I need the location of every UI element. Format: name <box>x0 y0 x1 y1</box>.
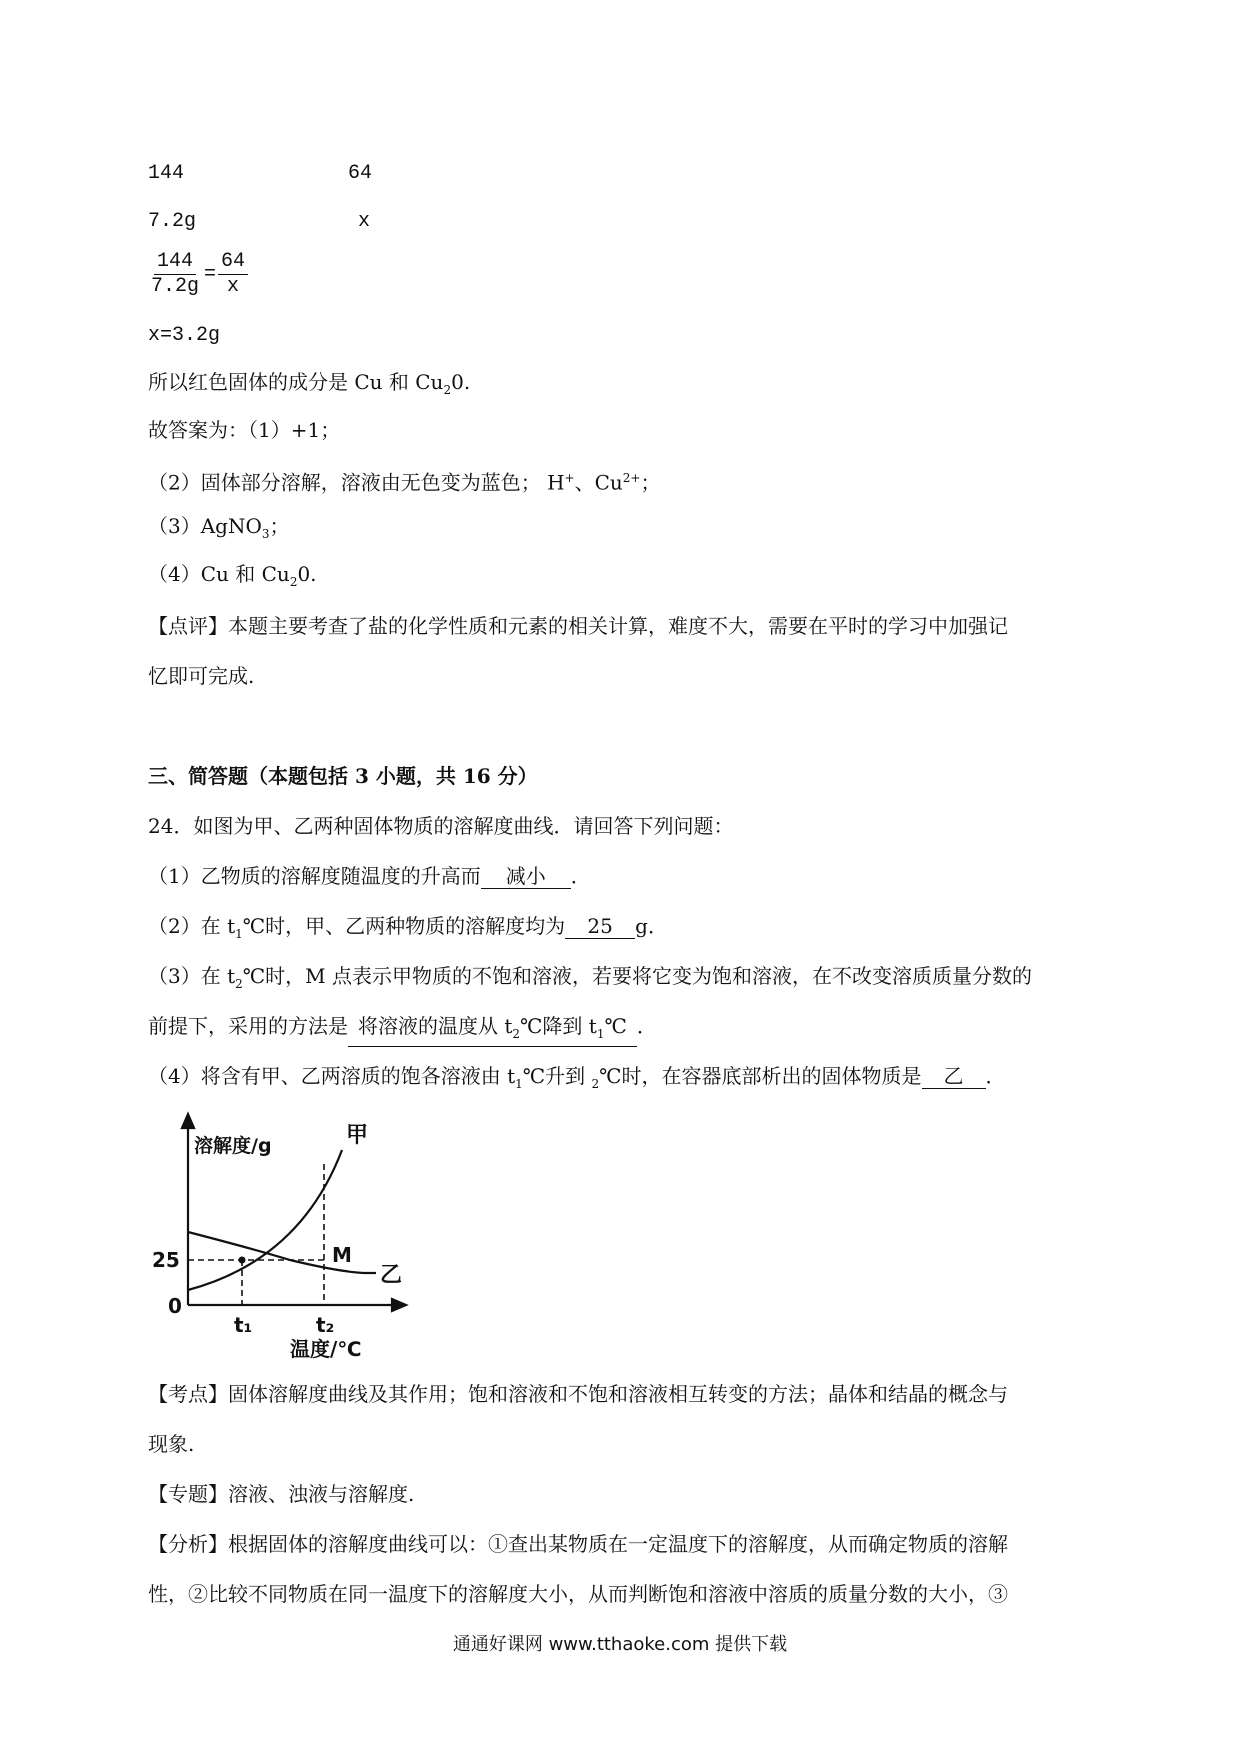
fenxi-line-2: 性，②比较不同物质在同一温度下的溶解度大小，从而判断饱和溶液中溶质的质量分数的大小，③ <box>148 1582 1008 1606</box>
calc-144: 144 <box>148 162 185 185</box>
question-24-part-3-line-2: 前提下，采用的方法是 将溶液的温度从 $t_2℃$降到 $t_1℃$ ． <box>148 1012 657 1047</box>
fraction-1: $\frac{144}{7.2g}$ <box>151 250 200 298</box>
review-line-1: 【点评】本题主要考查了盐的化学性质和元素的相关计算，难度不大，需要在平时的学习中加强记 <box>148 614 1008 638</box>
series-label-jia: 甲 <box>346 1123 369 1148</box>
y-axis-arrow <box>182 1114 194 1128</box>
question-24-part-1: （1）乙物质的溶解度随温度的升高而 减小 ． <box>148 864 591 888</box>
question-24-part-2: （2）在 $t_1℃$时，甲、乙两种物质的溶解度均为 25 g． <box>148 914 668 941</box>
answer-4: （4）Cu 和 $Cu_20$. <box>148 562 317 589</box>
x-axis-arrow <box>392 1299 406 1311</box>
calc-x: x <box>358 210 371 233</box>
x-axis-label: 温度/℃ <box>290 1337 362 1360</box>
question-24-part-4: （4）将含有甲、乙两溶质的饱各溶液由 $t_1℃$升到 $_2$℃时，在容器底部析出的固体物质是 乙 ． <box>148 1064 1006 1091</box>
calc-7-2g: 7.2g <box>148 210 197 233</box>
kaodian-line-1: 【考点】固体溶解度曲线及其作用；饱和溶液和不饱和溶液相互转变的方法；晶体和结晶的概念与 <box>148 1382 1008 1406</box>
y-axis-label: 溶解度/g <box>194 1135 272 1157</box>
calc-row-2 <box>148 208 371 236</box>
intersection-point <box>239 1257 246 1264</box>
calc-64: 64 <box>348 162 373 185</box>
fraction-2: $\frac{64}{x}$ <box>218 250 248 299</box>
answer-3: （3）AgNO$_3$； <box>148 514 290 541</box>
answer-blank-1: 减小 <box>481 864 571 889</box>
kaodian-line-2: 现象. <box>148 1432 195 1456</box>
answer-intro: 故答案为：（1）+1； <box>148 418 341 442</box>
conclusion: 所以红色固体的成分是 Cu 和 $Cu_20$. <box>148 370 471 397</box>
solubility-chart <box>140 1110 430 1360</box>
point-m-label: M <box>332 1243 352 1267</box>
page-footer: 通通好课网 www.tthaoke.com 提供下载 <box>452 1634 788 1655</box>
calc-result: x=3.2g <box>148 324 221 347</box>
zhuanti: 【专题】溶液、浊液与溶解度. <box>148 1482 415 1506</box>
series-label-yi: 乙 <box>380 1263 403 1288</box>
answer-blank-2: 25 <box>565 914 635 939</box>
question-24-stem: 24．如图为甲、乙两种固体物质的溶解度曲线．请回答下列问题： <box>148 814 734 838</box>
y-tick-25: 25 <box>152 1248 180 1272</box>
proportion-equation: $\frac{144}{7.2g}$ = $\frac{64}{x}$ <box>148 250 248 299</box>
answer-blank-3: 将溶液的温度从 $t_2℃$降到 $t_1℃$ <box>348 1014 637 1047</box>
origin-label: 0 <box>168 1294 182 1318</box>
question-24-part-3-line-1: （3）在 $t_2℃$时，M 点表示甲物质的不饱和溶液，若要将它变为饱和溶液，在不改变溶质质量分数的 <box>148 964 1032 991</box>
fenxi-line-1: 【分析】根据固体的溶解度曲线可以：①查出某物质在一定温度下的溶解度，从而确定物质的溶解 <box>148 1532 1008 1556</box>
x-tick-t1: t₁ <box>234 1313 253 1337</box>
section-heading: 三、简答题（本题包括 3 小题，共 16 分） <box>148 764 538 788</box>
review-line-2: 忆即可完成. <box>148 664 255 688</box>
x-tick-t2: t₂ <box>316 1313 335 1337</box>
curve-jia <box>188 1150 342 1290</box>
answer-blank-4: 乙 <box>922 1064 986 1089</box>
calc-row-1 <box>148 160 373 188</box>
answer-2: （2）固体部分溶解，溶液由无色变为蓝色； H+、$Cu^{2+}$； <box>148 470 661 495</box>
